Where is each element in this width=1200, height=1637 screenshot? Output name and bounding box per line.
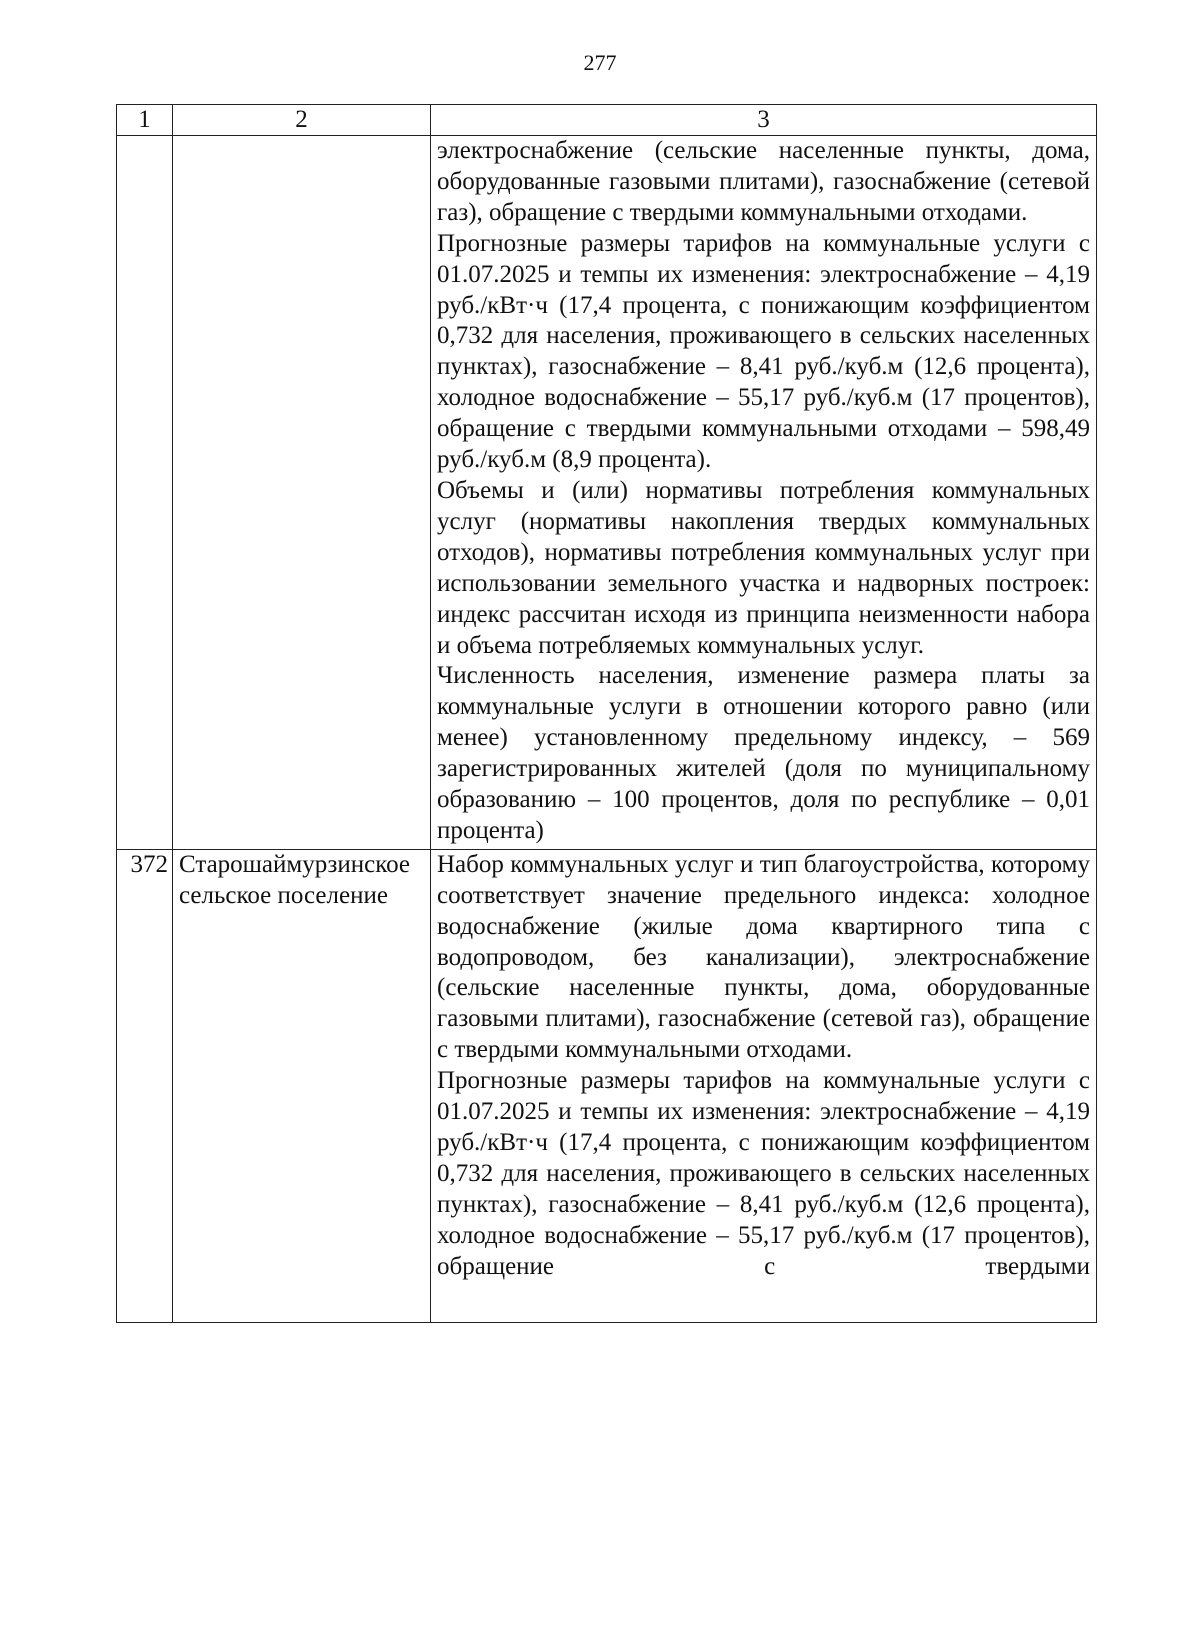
description-paragraph: Объемы и (или) нормативы потребления коммунальных услуг (нормативы накопления твердых коммунальных отходов), нормативы потребления коммунальных услуг при использовании земельного участка и надворных построек: индекс рассчитан исходя из принципа неизменности набора и объема потребляемых коммунальных услуг. — [437, 476, 1090, 659]
tariff-table — [116, 104, 1097, 1323]
description-paragraph: Набор коммунальных услуг и тип благоустройства, которому соответствует значение предельного индекса: холодное водоснабжение (жилые дома квартирного типа с водопроводом, без канализации), электроснабжение (сельские населенные пункты, дома, оборудованные газовыми плитами), газоснабжение (сетевой газ), обращение с твердыми коммунальными отходами. — [437, 850, 1090, 1064]
row-number: 372 — [117, 849, 173, 1322]
column-header-3: 3 — [431, 105, 1097, 136]
settlement-name — [173, 136, 431, 850]
column-header-1: 1 — [117, 105, 173, 136]
settlement-name: Старошаймурзинское сельское поселение — [173, 849, 431, 1322]
table-row — [117, 136, 1097, 850]
column-header-2: 2 — [173, 105, 431, 136]
table-row — [117, 849, 1097, 1322]
page-number: 277 — [583, 50, 617, 75]
row-number — [117, 136, 173, 850]
description-paragraph: электроснабжение (сельские населенные пункты, дома, оборудованные газовыми плитами), газоснабжение (сетевой газ), обращение с твердыми коммунальными отходами. — [437, 137, 1090, 226]
description-paragraph: Прогнозные размеры тарифов на коммунальные услуги с 01.07.2025 и темпы их изменения: электроснабжение – 4,19 руб./кВт·ч (17,4 процента, с понижающим коэффициентом 0,732 для населения, проживающего в сельских населенных пунктах), газоснабжение – 8,41 руб./куб.м (12,6 процента), холодное водоснабжение – 55,17 руб./куб.м (17 процентов), обращение с твердыми коммунальными отходами – 598,49 руб./куб.м (8,9 процента). — [437, 229, 1090, 474]
table-header-row — [117, 105, 1097, 136]
description-paragraph: Прогнозные размеры тарифов на коммунальные услуги с 01.07.2025 и темпы их изменения: электроснабжение – 4,19 руб./кВт·ч (17,4 процента, с понижающим коэффициентом 0,732 для населения, проживающего в сельских населенных пунктах), газоснабжение – 8,41 руб./куб.м (12,6 процента), холодное водоснабжение – 55,17 руб./куб.м (17 процентов), обращение с твердыми — [437, 1067, 1090, 1280]
description-cell — [431, 849, 1097, 1322]
description-paragraph: Численность населения, изменение размера платы за коммунальные услуги в отношении которого равно (или менее) установленному предельному индексу, – 569 зарегистрированных жителей (доля по муниципальному образованию – 100 процентов, доля по республике – 0,01 процента) — [437, 662, 1090, 844]
description-cell — [431, 136, 1097, 850]
